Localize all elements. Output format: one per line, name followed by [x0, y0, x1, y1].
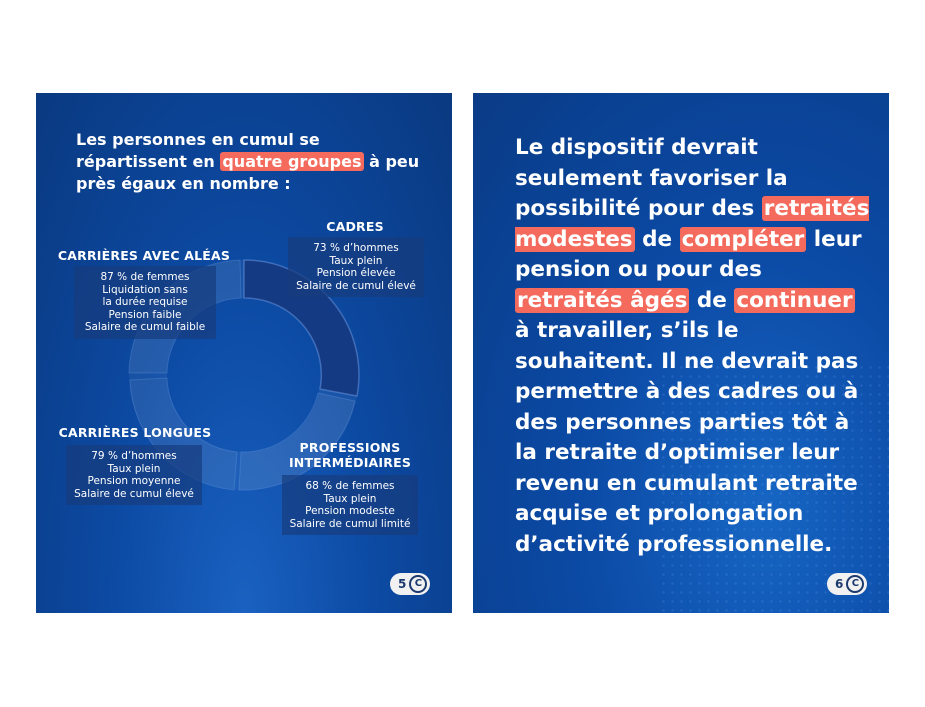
- group-title-inter: PROFESSIONS INTERMÉDIAIRES: [288, 440, 412, 470]
- donut-chart: [36, 93, 452, 613]
- group-box-inter: 68 % de femmes Taux plein Pension modeste Salaire de cumul limité: [282, 475, 418, 535]
- group-box-longues: 79 % d’hommes Taux plein Pension moyenne Salaire de cumul élevé: [66, 445, 202, 505]
- highlight-completer: compléter: [681, 226, 805, 252]
- highlight-continuer: continuer: [736, 287, 853, 313]
- logo-icon: C: [846, 575, 864, 593]
- group-title-longues: CARRIÈRES LONGUES: [58, 425, 212, 440]
- slide-5: [36, 93, 452, 613]
- highlight-retraites-ages: retraités âgés: [517, 287, 688, 313]
- page-number: 5: [398, 577, 407, 591]
- group-title-cadres: CADRES: [326, 219, 384, 234]
- page-number-badge: [390, 573, 430, 595]
- logo-icon: C: [409, 575, 427, 593]
- statement-text: Le dispositif devrait seulement favoriser la possibilité pour des retraités modestes de compléter leur pension ou pour des retraités âgés de continuer à travailler, s’ils le souhaitent. Il ne devrait pas permettre à des cadres ou à des personnes parties tôt à la retraite d’optimiser leur revenu en cumulant retraite acquise et prolongation d’activité professionnelle.: [515, 135, 870, 557]
- slide-6: [473, 93, 889, 613]
- intro-text: Les personnes en cumul se répartissent en quatre groupes à peu près égaux en nombre :: [76, 130, 420, 193]
- group-box-cadres: 73 % d’hommes Taux plein Pension élevée Salaire de cumul élevé: [288, 237, 424, 297]
- group-title-aleas: CARRIÈRES AVEC ALÉAS: [57, 248, 231, 263]
- page-number: 6: [835, 577, 844, 591]
- highlight-retraites-modestes: retraités modestes: [515, 196, 870, 252]
- highlight-quatre-groupes: quatre groupes: [222, 152, 362, 171]
- page-number-badge: [827, 573, 867, 595]
- group-box-aleas: 87 % de femmes Liquidation sans la durée requise Pension faible Salaire de cumul faible: [74, 266, 216, 339]
